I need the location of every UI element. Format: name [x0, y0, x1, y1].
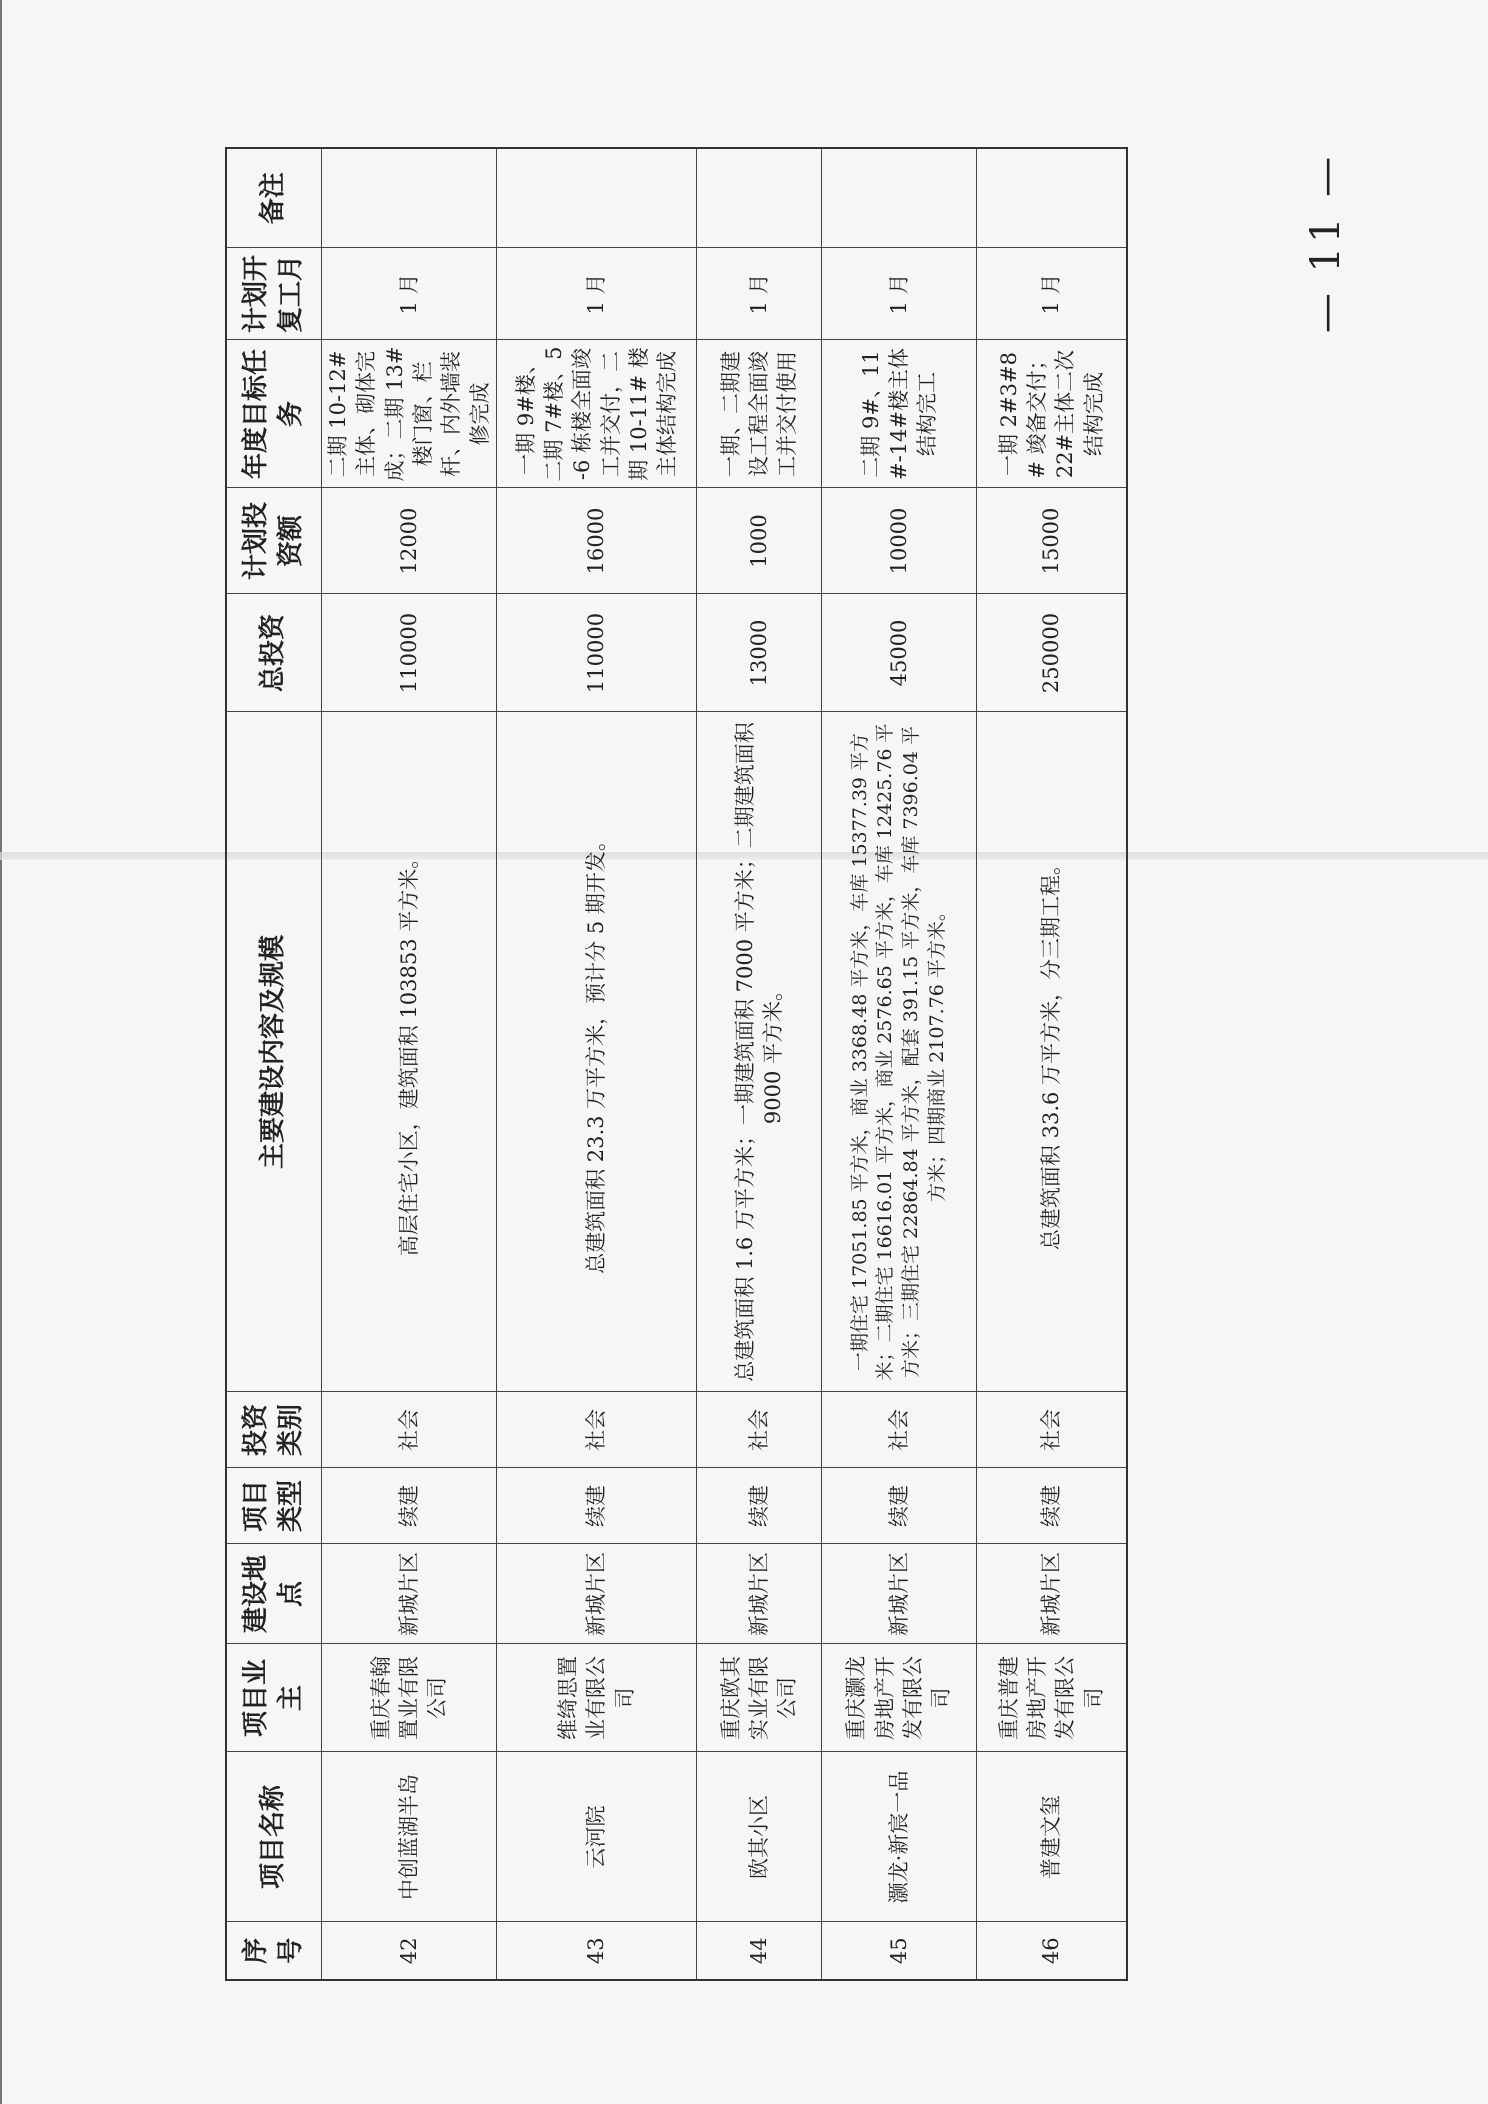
cell-invest-type: 社会	[977, 1392, 1127, 1468]
cell-invest-type: 社会	[697, 1392, 822, 1468]
cell-start: 1 月	[497, 248, 697, 340]
cell-target: 二期 10-12# 主体、砌体完成；二期 13# 楼门窗、栏杆、内外墙装修完成	[322, 340, 497, 488]
cell-location: 新城片区	[322, 1544, 497, 1644]
cell-seq: 43	[497, 1922, 697, 1980]
cell-target: 二期 9#、11#-14#楼主体结构完工	[822, 340, 977, 488]
cell-remark	[322, 148, 497, 248]
cell-planned: 1000	[697, 488, 822, 594]
cell-planned: 15000	[977, 488, 1127, 594]
cell-start: 1 月	[822, 248, 977, 340]
header-remark: 备注	[226, 148, 322, 248]
cell-total: 250000	[977, 594, 1127, 712]
cell-name: 普建文玺	[977, 1752, 1127, 1922]
cell-location: 新城片区	[977, 1544, 1127, 1644]
cell-location: 新城片区	[497, 1544, 697, 1644]
cell-content: 总建筑面积 1.6 万平方米；一期建筑面积 7000 平方米；二期建筑面积 9000 平方米。	[697, 712, 822, 1392]
header-total: 总投资	[226, 594, 322, 712]
cell-start: 1 月	[697, 248, 822, 340]
cell-owner: 重庆灏龙房地产开发有限公司	[822, 1644, 977, 1752]
cell-start: 1 月	[322, 248, 497, 340]
cell-project-type: 续建	[822, 1468, 977, 1544]
cell-remark	[497, 148, 697, 248]
cell-project-type: 续建	[697, 1468, 822, 1544]
header-name: 项目名称	[226, 1752, 322, 1922]
cell-owner: 重庆普建房地产开发有限公司	[977, 1644, 1127, 1752]
cell-seq: 42	[322, 1922, 497, 1980]
header-location: 建设地点	[226, 1544, 322, 1644]
cell-owner: 重庆欧其实业有限公司	[697, 1644, 822, 1752]
header-owner: 项目业主	[226, 1644, 322, 1752]
cell-remark	[697, 148, 822, 248]
rotated-table-wrapper	[225, 149, 1122, 1981]
cell-remark	[822, 148, 977, 248]
scan-left-edge	[0, 0, 2, 2104]
cell-name: 云河院	[497, 1752, 697, 1922]
table-row	[697, 148, 822, 1980]
cell-total: 110000	[497, 594, 697, 712]
cell-content: 一期住宅 17051.85 平方米，商业 3368.48 平方米，车库 15377.39 平方米；二期住宅 16616.01 平方米，商业 2576.65 平方米，车库 12425.76 平方米；三期住宅 22864.84 平方米，配套 391.15 平方米，车库 7396.04 平方米；四期商业 2107.76 平方米。	[822, 712, 977, 1392]
cell-seq: 45	[822, 1922, 977, 1980]
cell-name: 中创蓝湖半岛	[322, 1752, 497, 1922]
cell-total: 45000	[822, 594, 977, 712]
cell-location: 新城片区	[697, 1544, 822, 1644]
cell-project-type: 续建	[497, 1468, 697, 1544]
header-content: 主要建设内容及规模	[226, 712, 322, 1392]
header-seq: 序号	[226, 1922, 322, 1980]
header-planned: 计划投资额	[226, 488, 322, 594]
cell-seq: 44	[697, 1922, 822, 1980]
cell-invest-type: 社会	[497, 1392, 697, 1468]
cell-owner: 维绮思置业有限公司	[497, 1644, 697, 1752]
cell-project-type: 续建	[977, 1468, 1127, 1544]
table-row	[822, 148, 977, 1980]
cell-target: 一期 9#楼、二期 7#楼、5-6 栋楼全面竣工并交付，二期 10-11# 楼主体结构完成	[497, 340, 697, 488]
cell-target: 一期 2#3#8# 竣备交付；22#主体二次结构完成	[977, 340, 1127, 488]
page-number: — 11 —	[1303, 152, 1349, 334]
table-row	[322, 148, 497, 1980]
cell-content: 总建筑面积 33.6 万平方米，分三期工程。	[977, 712, 1127, 1392]
cell-remark	[977, 148, 1127, 248]
table-header-row	[226, 148, 322, 1980]
cell-name: 灏龙·新宸一品	[822, 1752, 977, 1922]
cell-owner: 重庆春翰置业有限公司	[322, 1644, 497, 1752]
cell-planned: 12000	[322, 488, 497, 594]
cell-content: 总建筑面积 23.3 万平方米，预计分 5 期开发。	[497, 712, 697, 1392]
cell-target: 一期、二期建设工程全面竣工并交付使用	[697, 340, 822, 488]
cell-content: 高层住宅小区，建筑面积 103853 平方米。	[322, 712, 497, 1392]
cell-location: 新城片区	[822, 1544, 977, 1644]
cell-name: 欧其小区	[697, 1752, 822, 1922]
cell-start: 1 月	[977, 248, 1127, 340]
cell-total: 13000	[697, 594, 822, 712]
cell-invest-type: 社会	[822, 1392, 977, 1468]
cell-project-type: 续建	[322, 1468, 497, 1544]
header-project-type: 项目类型	[226, 1468, 322, 1544]
header-invest-type: 投资类别	[226, 1392, 322, 1468]
table-row	[977, 148, 1127, 1980]
cell-seq: 46	[977, 1922, 1127, 1980]
cell-planned: 16000	[497, 488, 697, 594]
cell-planned: 10000	[822, 488, 977, 594]
project-table	[225, 147, 1128, 1981]
table-row	[497, 148, 697, 1980]
cell-total: 110000	[322, 594, 497, 712]
header-target: 年度目标任务	[226, 340, 322, 488]
cell-invest-type: 社会	[322, 1392, 497, 1468]
header-start: 计划开复工月	[226, 248, 322, 340]
